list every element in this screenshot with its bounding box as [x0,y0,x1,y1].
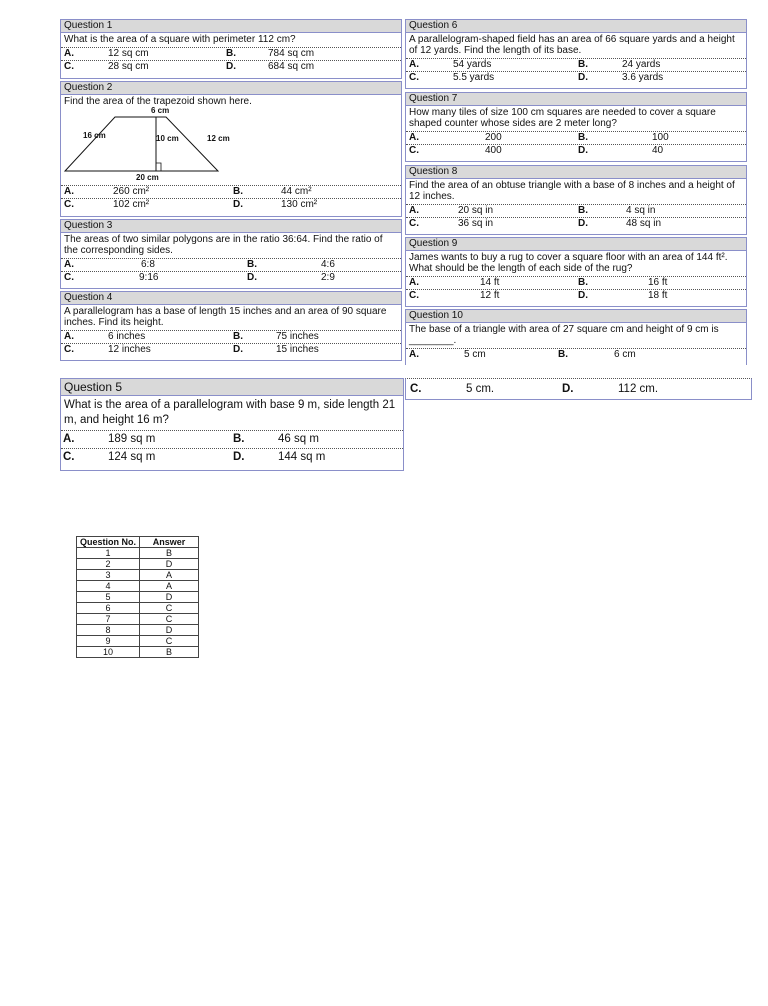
option-b-label: B. [578,132,588,143]
question-number: 6 [77,603,140,614]
option-row [406,131,746,144]
option-b-label: B. [558,349,568,360]
table-row [77,570,199,581]
option-a-label: A. [409,132,419,143]
option-c: 5.5 yards [453,72,495,83]
option-b-label: B. [233,331,243,342]
table-header-row [77,537,199,548]
question-title: Question 2 [61,82,401,95]
option-c: 12 ft [480,290,500,301]
option-d-label: D. [578,218,588,229]
table-row [77,625,199,636]
option-a-label: A. [409,59,419,70]
option-d-label: D. [562,383,574,395]
option-a: 6:8 [141,259,155,270]
question-title: Question 4 [61,292,401,305]
option-c-label: C. [409,145,419,156]
question-number: 2 [77,559,140,570]
trapezoid-diagram [61,106,401,185]
option-row [61,47,401,60]
option-c-label: C. [409,290,419,301]
option-row [61,258,401,271]
question-5 [60,378,404,471]
answer: A [140,581,199,592]
question-4 [60,291,402,361]
option-row [406,276,746,289]
option-d: 2:9 [321,272,335,283]
question-9 [405,237,747,307]
option-d: 130 cm² [281,199,318,210]
question-title: Question 10 [406,310,746,323]
option-row [61,343,401,356]
answer: B [140,548,199,559]
question-text: How many tiles of size 100 cm squares are needed to cover a square shaped counter whose sides are 2 meter long? [409,107,716,129]
option-a: 6 inches [108,331,146,342]
option-c-label: C. [63,451,75,463]
answer-key-table [76,536,199,658]
question-8 [405,165,747,235]
question-text: James wants to buy a rug to cover a square floor with an area of 144 ft². What should be the length of each side of the rug? [409,252,728,274]
option-b: 46 sq m [278,433,319,445]
label-right: 12 cm [207,134,230,143]
question-number: 1 [77,548,140,559]
option-row [406,144,746,157]
option-a: 5 cm [464,349,486,360]
option-a-label: A. [64,48,74,59]
option-row [406,289,746,302]
option-b: 16 ft [648,277,668,288]
answer: D [140,559,199,570]
option-row [406,58,746,71]
answer: D [140,592,199,603]
option-b: 6 cm [614,349,636,360]
answer: C [140,614,199,625]
option-a: 200 [485,132,502,143]
table-row [77,548,199,559]
option-d-label: D. [247,272,257,283]
option-c: 12 inches [108,344,151,355]
option-c: 400 [485,145,502,156]
label-top: 6 cm [151,106,170,115]
option-d: 112 cm. [618,383,659,395]
option-row [61,185,401,198]
option-a-label: A. [64,331,74,342]
option-a: 20 sq in [458,205,494,216]
option-b: 75 inches [276,331,319,342]
question-title: Question 3 [61,220,401,233]
option-c-label: C. [409,72,419,83]
option-row [406,348,746,361]
option-row [61,271,401,284]
option-b: 784 sq cm [268,48,315,59]
option-d: 144 sq m [278,451,326,463]
option-row [61,60,401,73]
option-d: 18 ft [648,290,668,301]
question-1 [60,19,402,79]
question-title: Question 9 [406,238,746,251]
option-a-label: A. [409,349,419,360]
question-number: 9 [77,636,140,647]
option-b: 44 cm² [281,186,312,197]
question-text: Find the area of an obtuse triangle with a base of 8 inches and a height of 12 inches. [409,180,735,202]
label-bottom: 20 cm [136,173,159,182]
option-d-label: D. [233,199,243,210]
question-number: 7 [77,614,140,625]
option-b: 4:6 [321,259,335,270]
question-10-continued [405,378,752,400]
option-row [406,217,746,230]
question-3 [60,219,402,289]
option-b-label: B. [233,186,243,197]
question-title: Question 7 [406,93,746,106]
option-c: 28 sq cm [108,61,149,72]
question-7 [405,92,747,162]
option-c: 5 cm. [466,383,495,395]
question-number: 8 [77,625,140,636]
option-c-label: C. [64,199,74,210]
option-c: 9:16 [139,272,159,283]
question-text: A parallelogram has a base of length 15 inches and an area of 90 square inches. Find its height. [64,306,387,328]
option-a-label: A. [64,186,74,197]
option-c: 124 sq m [108,451,156,463]
option-d: 3.6 yards [622,72,664,83]
option-row [61,198,401,211]
option-d-label: D. [578,290,588,301]
question-text: The base of a triangle with area of 27 square cm and height of 9 cm is ________. [409,324,719,346]
option-c-label: C. [409,218,419,229]
option-b: 24 yards [622,59,661,70]
option-b-label: B. [578,205,588,216]
answer: B [140,647,199,658]
column-header: Answer [140,537,199,548]
option-row [406,204,746,217]
option-d-label: D. [226,61,236,72]
option-b-label: B. [247,259,257,270]
option-c-label: C. [64,272,74,283]
question-text: Find the area of the trapezoid shown here. [64,96,252,107]
option-row [406,71,746,84]
option-c-label: C. [64,344,74,355]
option-a-label: A. [409,277,419,288]
question-title: Question 5 [61,379,403,396]
question-title: Question 1 [61,20,401,33]
option-d: 40 [652,145,664,156]
question-number: 10 [77,647,140,658]
option-d: 48 sq in [626,218,662,229]
table-row [77,603,199,614]
question-number: 3 [77,570,140,581]
option-b-label: B. [578,59,588,70]
table-row [77,614,199,625]
option-a: 14 ft [480,277,500,288]
question-number: 5 [77,592,140,603]
option-d-label: D. [578,72,588,83]
option-d: 684 sq cm [268,61,315,72]
question-10 [405,309,747,365]
table-row [77,581,199,592]
option-row [61,448,403,466]
option-row [61,430,403,448]
question-2 [60,81,402,217]
option-c: 36 sq in [458,218,494,229]
question-text: A parallelogram-shaped field has an area of 66 square yards and a height of 12 yards. Find the length of its base. [409,34,735,56]
question-6 [405,19,747,89]
answer: C [140,603,199,614]
label-height: 10 cm [156,134,179,143]
table-row [77,647,199,658]
answer: A [140,570,199,581]
option-b-label: B. [578,277,588,288]
question-title: Question 8 [406,166,746,179]
question-text: What is the area of a square with perimeter 112 cm? [64,34,296,45]
option-c: 102 cm² [113,199,150,210]
option-a-label: A. [63,433,75,445]
question-number: 4 [77,581,140,592]
option-c-label: C. [410,383,422,395]
answer: D [140,625,199,636]
option-b: 100 [652,132,669,143]
trapezoid-shape [61,109,261,185]
table-row [77,636,199,647]
option-row [61,330,401,343]
table-row [77,592,199,603]
option-a-label: A. [409,205,419,216]
answer: C [140,636,199,647]
option-b-label: B. [233,433,245,445]
option-a: 12 sq cm [108,48,149,59]
table-row [77,559,199,570]
question-text: What is the area of a parallelogram with base 9 m, side length 21 m, and height 16 m? [64,399,396,426]
label-left: 16 cm [83,131,106,140]
option-d: 15 inches [276,344,319,355]
option-c-label: C. [64,61,74,72]
question-title: Question 6 [406,20,746,33]
option-a: 54 yards [453,59,492,70]
option-d-label: D. [233,451,245,463]
option-b-label: B. [226,48,236,59]
option-a: 260 cm² [113,186,150,197]
option-b: 4 sq in [626,205,656,216]
option-a: 189 sq m [108,433,156,445]
question-text: The areas of two similar polygons are in the ratio 36:64. Find the ratio of the corresponding sides. [64,234,383,256]
option-a-label: A. [64,259,74,270]
option-d-label: D. [233,344,243,355]
option-d-label: D. [578,145,588,156]
option-row [406,379,751,399]
column-header: Question No. [77,537,140,548]
